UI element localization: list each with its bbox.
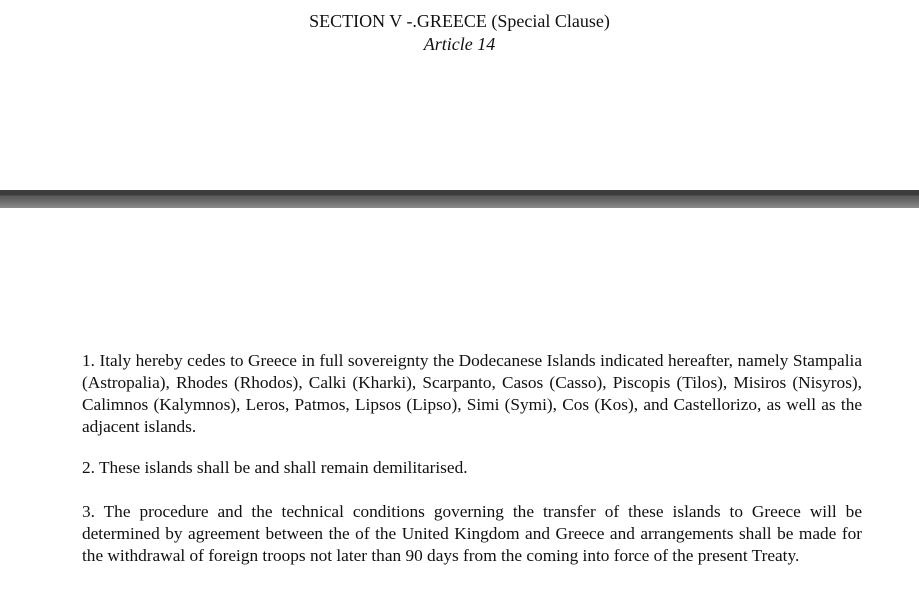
article-title: Article 14 [423,34,496,54]
page-break-divider [0,190,919,208]
paragraph-2: 2. These islands shall be and shall remain demilitarised. [82,458,468,477]
document-header [0,10,919,55]
paragraph-1: 1. Italy hereby cedes to Greece in full sovereignty the Dodecanese Islands indicated hereafter, namely Stampalia (Astropalia), Rhodes (Rhodos), Calki (Kharki), Scarpanto, Casos (Casso), Piscopis (Tilos), Misiros (Nisyros), Calimnos (Kalymnos), Leros, Patmos, Lipsos (Lipso), Simi (Symi), Cos (Kos), and Castellorizo, as well as the adjacent islands. [82,351,862,436]
paragraph-3: 3. The procedure and the technical conditions governing the transfer of these islands to Greece will be determined by agreement between the of the United Kingdom and Greece and arrangements shall be made for the withdrawal of foreign troops not later than 90 days from the coming into force of the present Treaty. [82,502,862,565]
section-title: SECTION V -.GREECE (Special Clause) [309,11,610,31]
